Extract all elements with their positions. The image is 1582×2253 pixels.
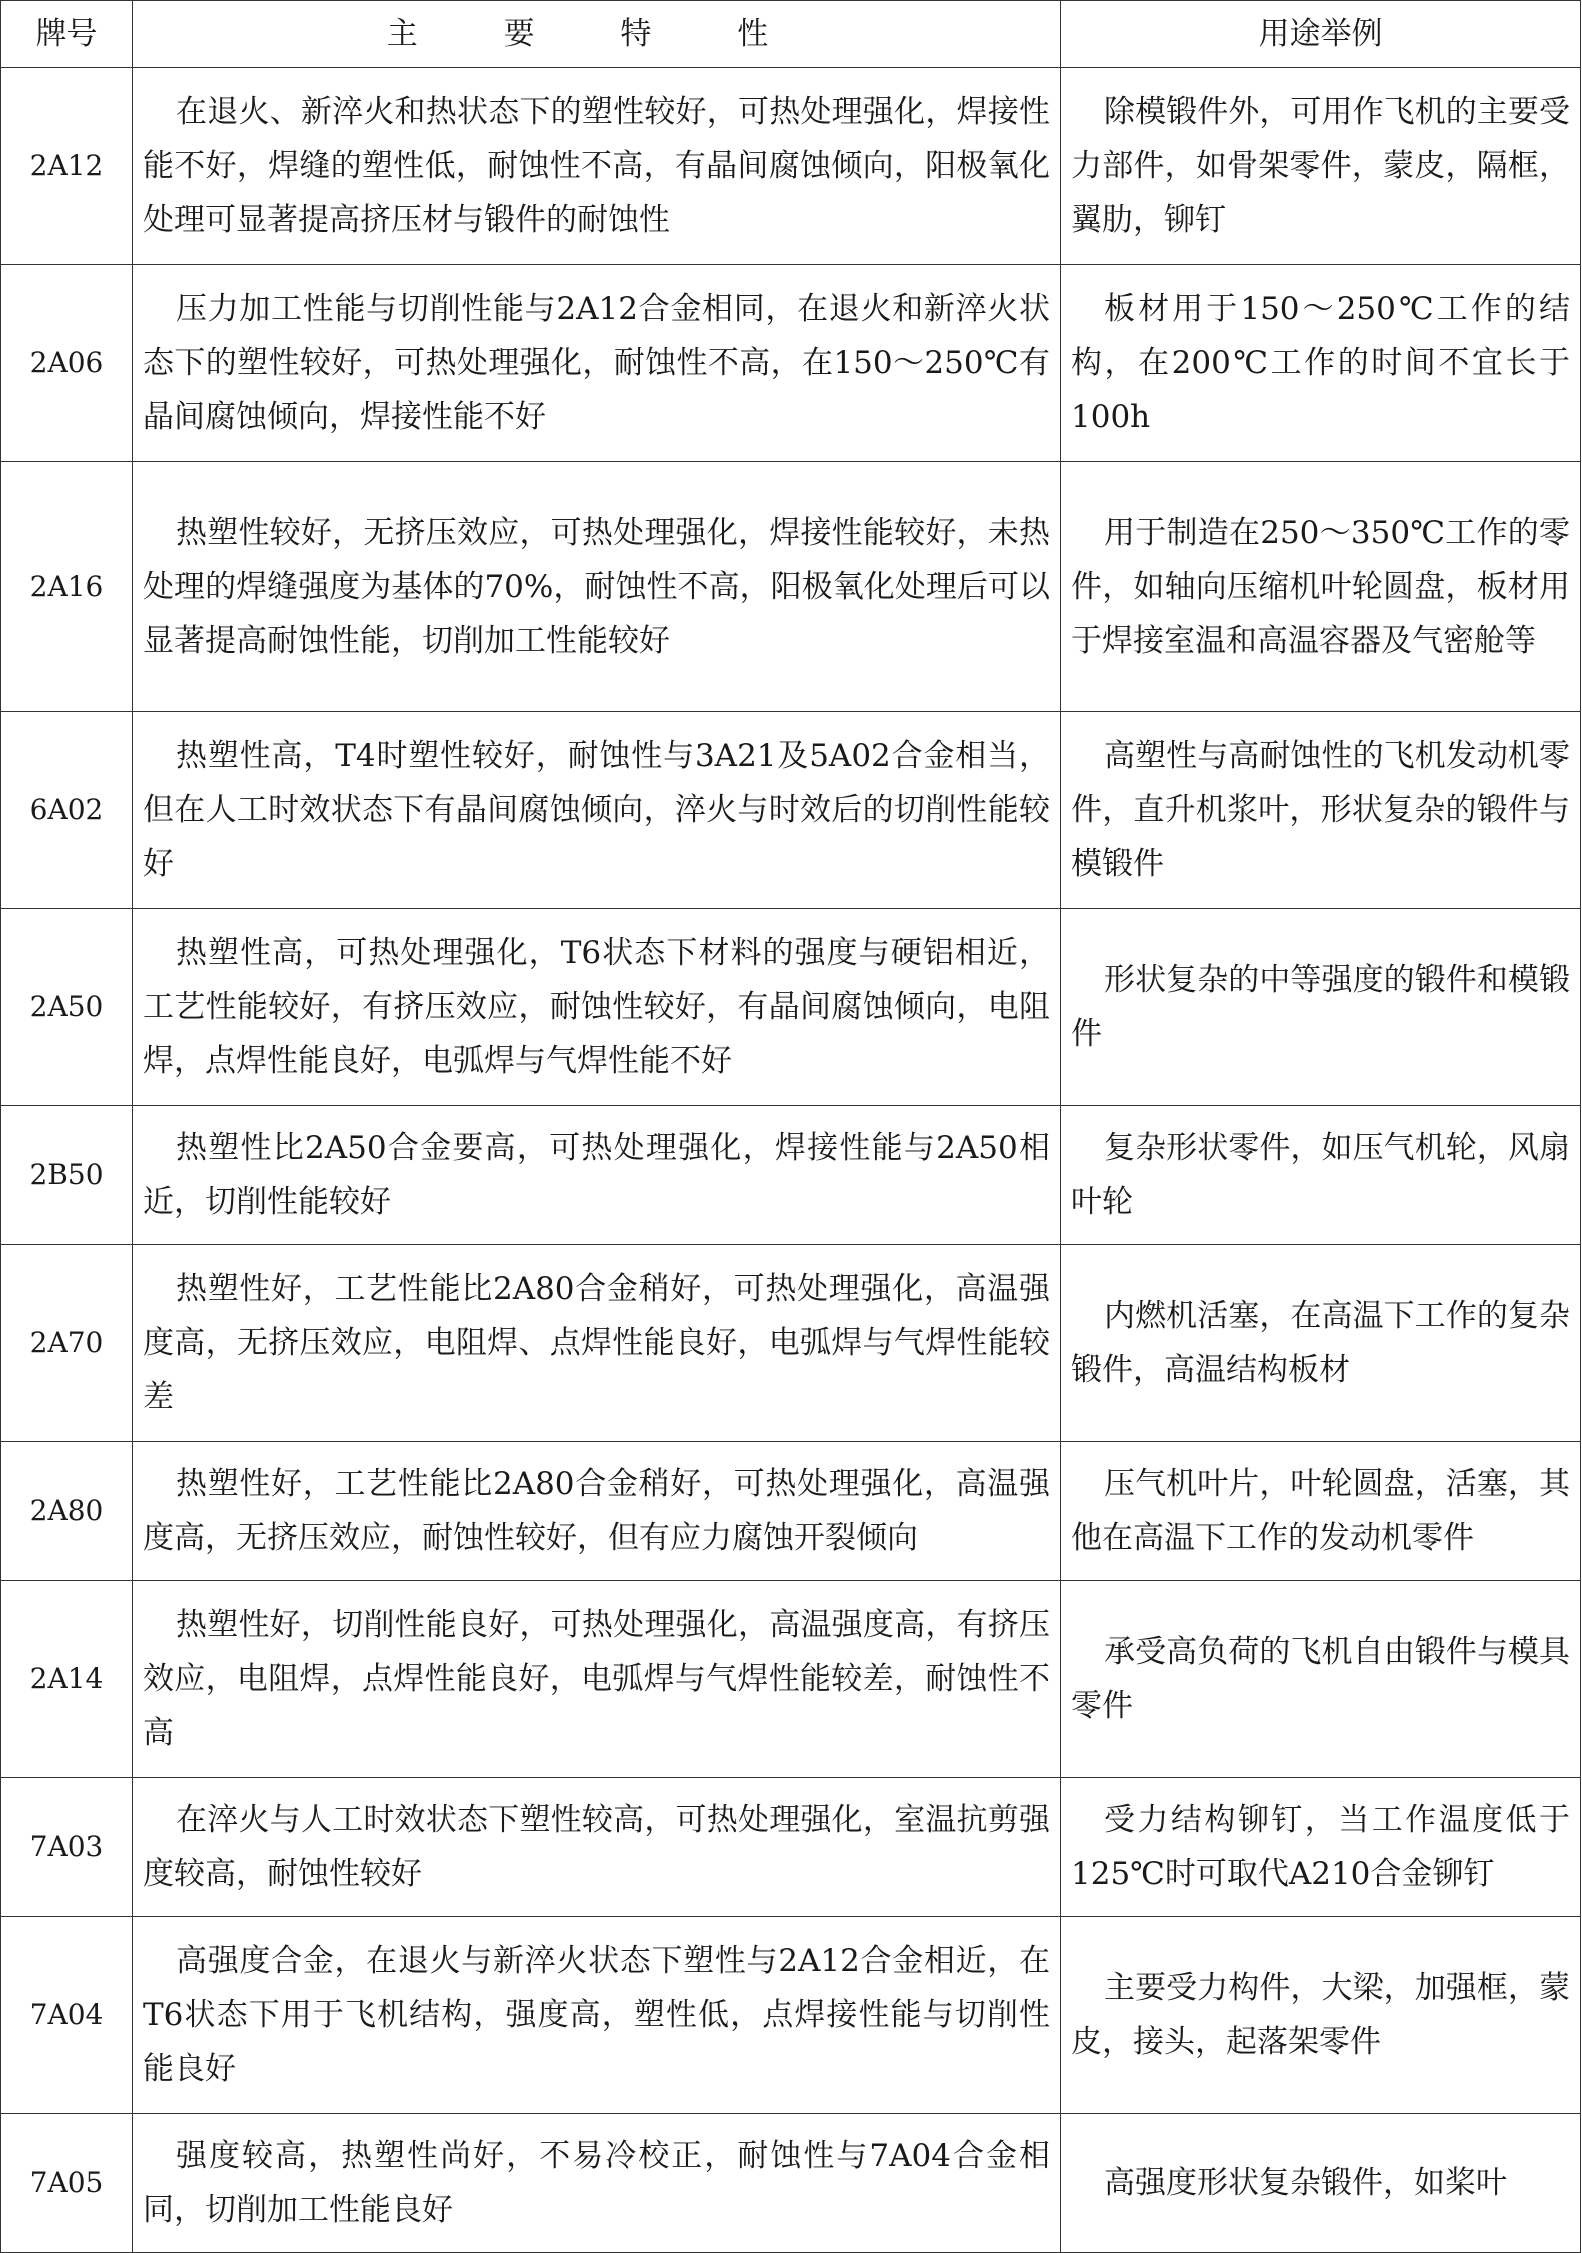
grade-cell: 7A03 bbox=[1, 1778, 133, 1917]
properties-cell bbox=[133, 1442, 1061, 1581]
properties-text: 热塑性较好，无挤压效应，可热处理强化，焊接性能较好，未热处理的焊缝强度为基体的70%，耐蚀性不高，阳极氧化处理后可以显著提高耐蚀性能，切削加工性能较好 bbox=[143, 514, 1050, 659]
usage-text: 内燃机活塞，在高温下工作的复杂锻件，高温结构板材 bbox=[1071, 1298, 1570, 1388]
properties-text: 在淬火与人工时效状态下塑性较高，可热处理强化，室温抗剪强度较高，耐蚀性较好 bbox=[143, 1802, 1050, 1892]
usage-text: 复杂形状零件，如压气机轮，风扇叶轮 bbox=[1071, 1130, 1570, 1220]
header-main-properties: 主 要 特 性 bbox=[133, 1, 1061, 68]
table-row bbox=[1, 1106, 1581, 1245]
properties-text: 热塑性好，工艺性能比2A80合金稍好，可热处理强化，高温强度高，无挤压效应，耐蚀性较好，但有应力腐蚀开裂倾向 bbox=[143, 1466, 1050, 1556]
table-row bbox=[1, 712, 1581, 909]
properties-text: 热塑性高，T4时塑性较好，耐蚀性与3A21及5A02合金相当，但在人工时效状态下有晶间腐蚀倾向，淬火与时效后的切削性能较好 bbox=[143, 738, 1050, 882]
table-row bbox=[1, 68, 1581, 265]
usage-text: 压气机叶片，叶轮圆盘，活塞，其他在高温下工作的发动机零件 bbox=[1071, 1466, 1570, 1556]
grade-cell: 2A50 bbox=[1, 909, 133, 1106]
table-row bbox=[1, 1917, 1581, 2114]
table-row bbox=[1, 1245, 1581, 1442]
usage-text: 受力结构铆钉，当工作温度低于125℃时可取代A210合金铆钉 bbox=[1071, 1802, 1570, 1892]
properties-text: 热塑性好，工艺性能比2A80合金稍好，可热处理强化，高温强度高，无挤压效应，电阻焊、点焊性能良好，电弧焊与气焊性能较差 bbox=[143, 1271, 1050, 1415]
properties-text: 强度较高，热塑性尚好，不易冷校正，耐蚀性与7A04合金相同，切削加工性能良好 bbox=[143, 2138, 1050, 2228]
usage-cell bbox=[1061, 462, 1581, 712]
usage-cell bbox=[1061, 1581, 1581, 1778]
table-row bbox=[1, 462, 1581, 712]
usage-text: 高强度形状复杂锻件，如桨叶 bbox=[1104, 2165, 1507, 2201]
usage-cell bbox=[1061, 1778, 1581, 1917]
grade-cell: 2A14 bbox=[1, 1581, 133, 1778]
grade-cell: 6A02 bbox=[1, 712, 133, 909]
table-row bbox=[1, 1581, 1581, 1778]
properties-cell bbox=[133, 68, 1061, 265]
usage-text: 板材用于150～250℃工作的结构，在200℃工作的时间不宜长于100h bbox=[1071, 291, 1570, 435]
usage-text: 形状复杂的中等强度的锻件和模锻件 bbox=[1071, 962, 1570, 1052]
grade-cell: 2A70 bbox=[1, 1245, 133, 1442]
table-row bbox=[1, 909, 1581, 1106]
grade-cell: 2A06 bbox=[1, 265, 133, 462]
properties-text: 高强度合金，在退火与新淬火状态下塑性与2A12合金相近，在T6状态下用于飞机结构，强度高，塑性低，点焊接性能与切削性能良好 bbox=[143, 1943, 1050, 2087]
usage-cell bbox=[1061, 2114, 1581, 2253]
properties-cell bbox=[133, 1581, 1061, 1778]
properties-text: 热塑性好，切削性能良好，可热处理强化，高温强度高，有挤压效应，电阻焊，点焊性能良好，电弧焊与气焊性能较差，耐蚀性不高 bbox=[143, 1607, 1050, 1751]
properties-cell bbox=[133, 909, 1061, 1106]
grade-cell: 2A12 bbox=[1, 68, 133, 265]
grade-cell: 7A05 bbox=[1, 2114, 133, 2253]
grade-cell: 2A16 bbox=[1, 462, 133, 712]
usage-text: 承受高负荷的飞机自由锻件与模具零件 bbox=[1071, 1634, 1570, 1724]
table-row bbox=[1, 1778, 1581, 1917]
properties-cell bbox=[133, 462, 1061, 712]
properties-cell bbox=[133, 1106, 1061, 1245]
table-row bbox=[1, 1442, 1581, 1581]
usage-text: 高塑性与高耐蚀性的飞机发动机零件，直升机浆叶，形状复杂的锻件与模锻件 bbox=[1071, 738, 1570, 882]
properties-cell bbox=[133, 712, 1061, 909]
usage-text: 除模锻件外，可用作飞机的主要受力部件，如骨架零件，蒙皮，隔框，翼肋，铆钉 bbox=[1071, 94, 1570, 238]
grade-cell: 2B50 bbox=[1, 1106, 133, 1245]
header-grade: 牌号 bbox=[1, 1, 133, 68]
header-usage-examples: 用途举例 bbox=[1061, 1, 1581, 68]
properties-text: 压力加工性能与切削性能与2A12合金相同，在退火和新淬火状态下的塑性较好，可热处理强化，耐蚀性不高，在150～250℃有晶间腐蚀倾向，焊接性能不好 bbox=[143, 291, 1050, 435]
usage-cell bbox=[1061, 1106, 1581, 1245]
table-row bbox=[1, 265, 1581, 462]
usage-cell bbox=[1061, 68, 1581, 265]
properties-text: 热塑性比2A50合金要高，可热处理强化，焊接性能与2A50相近，切削性能较好 bbox=[143, 1130, 1050, 1220]
properties-cell bbox=[133, 1778, 1061, 1917]
usage-text: 用于制造在250～350℃工作的零件，如轴向压缩机叶轮圆盘，板材用于焊接室温和高温容器及气密舱等 bbox=[1071, 514, 1570, 659]
grade-cell: 7A04 bbox=[1, 1917, 133, 2114]
properties-cell bbox=[133, 1917, 1061, 2114]
table-row bbox=[1, 2114, 1581, 2253]
table-header-row bbox=[1, 1, 1581, 68]
properties-text: 热塑性高，可热处理强化，T6状态下材料的强度与硬铝相近，工艺性能较好，有挤压效应，耐蚀性较好，有晶间腐蚀倾向，电阻焊，点焊性能良好，电弧焊与气焊性能不好 bbox=[143, 935, 1050, 1079]
usage-cell bbox=[1061, 1245, 1581, 1442]
properties-cell bbox=[133, 1245, 1061, 1442]
usage-cell bbox=[1061, 265, 1581, 462]
grade-cell: 2A80 bbox=[1, 1442, 133, 1581]
properties-cell bbox=[133, 2114, 1061, 2253]
properties-cell bbox=[133, 265, 1061, 462]
usage-text: 主要受力构件，大梁，加强框，蒙皮，接头，起落架零件 bbox=[1071, 1970, 1570, 2060]
properties-text: 在退火、新淬火和热状态下的塑性较好，可热处理强化，焊接性能不好，焊缝的塑性低，耐蚀性不高，有晶间腐蚀倾向，阳极氧化处理可显著提高挤压材与锻件的耐蚀性 bbox=[143, 94, 1050, 238]
usage-cell bbox=[1061, 1917, 1581, 2114]
usage-cell bbox=[1061, 909, 1581, 1106]
usage-cell bbox=[1061, 712, 1581, 909]
usage-cell bbox=[1061, 1442, 1581, 1581]
